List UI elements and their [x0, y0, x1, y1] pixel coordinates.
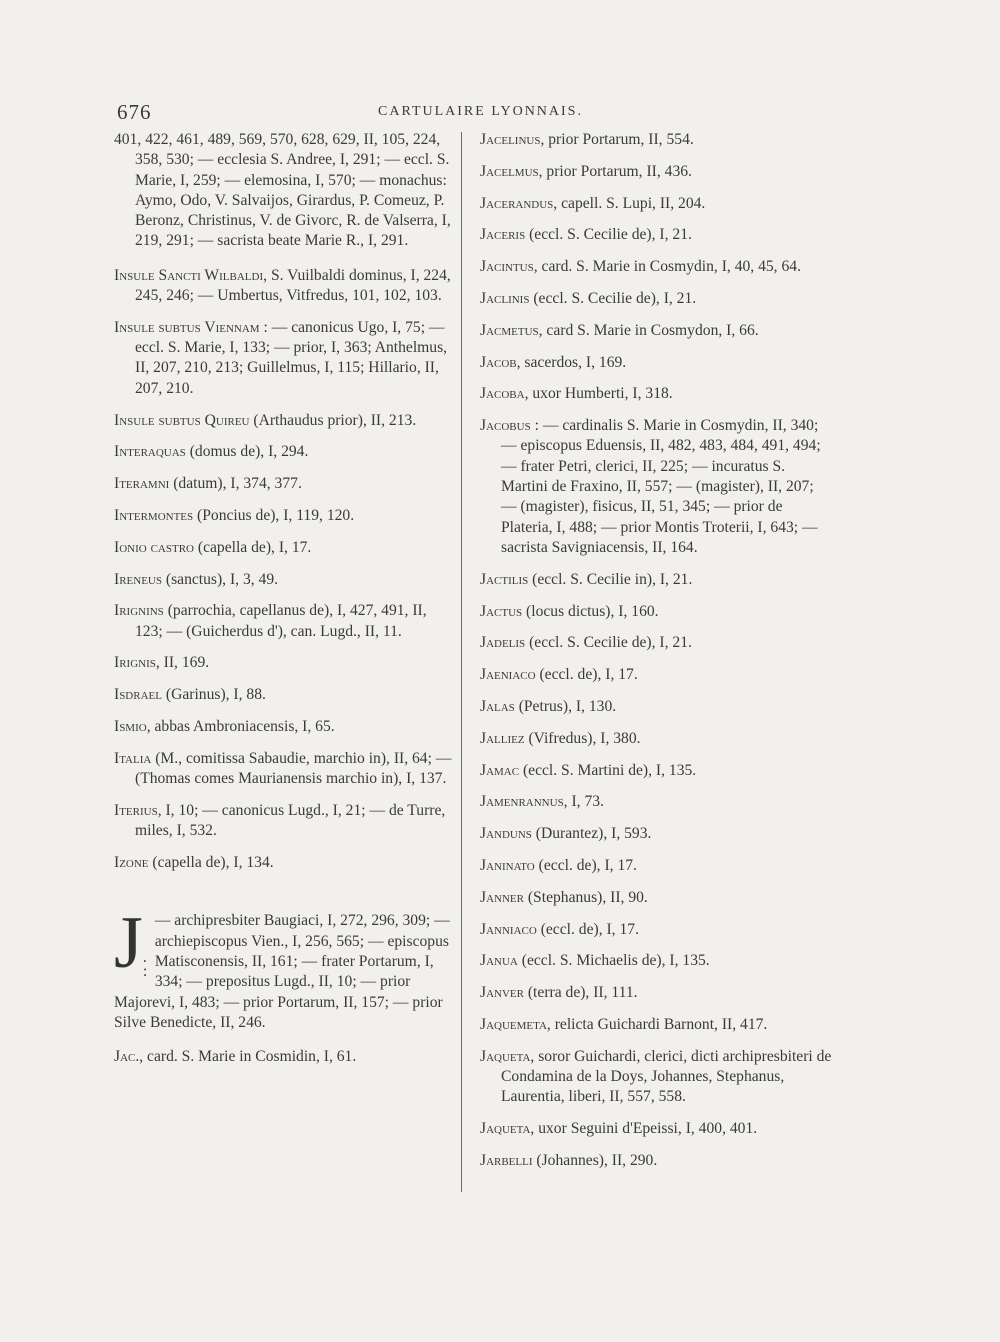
- entry-headword: Janniaco: [480, 920, 537, 938]
- index-entry: [480, 289, 832, 309]
- index-entry: [114, 853, 454, 873]
- entry-text: (eccl. S. Michaelis de), I, 135.: [517, 952, 710, 970]
- index-entry: [114, 1047, 454, 1067]
- entry-headword: Insule Sancti Wilbaldi,: [114, 266, 268, 284]
- entry-text: (capella de), I, 134.: [148, 854, 274, 872]
- entry-text: (eccl. de), I, 17.: [534, 856, 637, 874]
- entry-headword: Janinato: [480, 856, 535, 874]
- entry-text: (locus dictus), I, 160.: [522, 602, 659, 620]
- entry-text: (Johannes), II, 290.: [532, 1151, 658, 1169]
- entry-text: uxor Seguini d'Epeissi, I, 400, 401.: [534, 1120, 758, 1138]
- entry-text: (datum), I, 374, 377.: [169, 475, 302, 493]
- right-column: [480, 130, 832, 1183]
- entry-headword: Jacoba,: [480, 385, 529, 403]
- index-entry: [480, 761, 832, 781]
- j-section-text: — archipresbiter Baugiaci, I, 272, 296, 309; — archiepiscopus Vien., I, 256, 565; — episcopus Matisconensis, II, 161; — frater Portarum, I, 334; — prepositus Lugd., II, 10; — prior Majorevi, I, 483; — prior Portarum, II, 157; — prior Silve Benedicte, II, 246.: [114, 912, 450, 1031]
- index-entry: [480, 602, 832, 622]
- entry-text: (domus de), I, 294.: [185, 443, 309, 461]
- index-entry: [114, 474, 454, 494]
- entry-text: (terra de), II, 111.: [523, 984, 638, 1002]
- index-entry: [114, 653, 454, 673]
- index-entry: [480, 1151, 832, 1171]
- entry-headword: Jacerandus,: [480, 194, 558, 212]
- entry-headword: Jaeniaco: [480, 666, 536, 684]
- entry-text: S. Vuilbaldi dominus, I, 224, 245, 246; — Umbertus, Vitfredus, 101, 102, 103.: [135, 266, 451, 305]
- entry-headword: Jactus: [480, 602, 523, 620]
- entry-headword: Isdrael: [114, 686, 162, 704]
- index-entry: [114, 318, 454, 399]
- page-number: 676: [117, 100, 152, 124]
- entry-headword: Jalliez: [480, 729, 525, 747]
- index-entry: [480, 920, 832, 940]
- index-entry: [114, 266, 454, 307]
- entry-headword: Jamenrannus,: [480, 793, 568, 811]
- index-entry: [480, 194, 832, 214]
- index-entry: [114, 717, 454, 737]
- entry-text: (eccl. de), I, 17.: [536, 920, 639, 938]
- entry-text: (eccl. S. Cecilie de), I, 21.: [529, 289, 697, 307]
- entry-headword: Janver: [480, 984, 524, 1002]
- entry-text: (Vifredus), I, 380.: [524, 729, 641, 747]
- index-entry: [114, 801, 454, 842]
- entry-headword: Irignis,: [114, 654, 160, 672]
- entry-headword: Jacob,: [480, 353, 521, 371]
- entry-text: card S. Marie in Cosmydon, I, 66.: [542, 321, 759, 339]
- entry-text: (M., comitissa Sabaudie, marchio in), II, 64; — (Thomas comes Maurianensis marchio in), I, 137.: [135, 749, 452, 788]
- index-entry: [480, 951, 832, 971]
- j-section: J . : — archipresbiter Baugiaci, I, 272, 296, 309; — archiepiscopus Vien., I, 256, 565; — episcopus Matisconensis, II, 161; — frater Portarum, I, 334; — prepositus Lugd., II, 10; — prior Majorevi, I, 483; — prior Portarum, II, 157; — prior Silve Benedicte, II, 246.: [114, 902, 450, 1031]
- entry-headword: Ireneus: [114, 570, 162, 588]
- index-entry: [114, 411, 454, 431]
- index-entry: [480, 888, 832, 908]
- entry-text: (eccl. S. Cecilie de), I, 21.: [525, 634, 692, 652]
- index-entry: [114, 506, 454, 526]
- entry-headword: Jamac: [480, 761, 520, 779]
- index-entry: [114, 130, 454, 252]
- entry-text: prior Portarum, II, 554.: [544, 131, 694, 148]
- index-entry: [480, 1015, 832, 1035]
- index-entry: [480, 225, 832, 245]
- entry-text: (parrochia, capellanus de), I, 427, 491, II, 123; — (Guicherdus d'), can. Lugd., II, 11.: [135, 602, 427, 640]
- left-column: [114, 130, 454, 1079]
- index-entry: [480, 257, 832, 277]
- entry-headword: Izone: [114, 854, 149, 872]
- entry-headword: Ionio castro: [114, 538, 194, 556]
- index-entry: [480, 1047, 832, 1108]
- entry-text: (eccl. de), I, 17.: [535, 666, 638, 684]
- entry-headword: Jaquemeta,: [480, 1015, 551, 1033]
- entry-headword: Jaclinis: [480, 289, 530, 307]
- entry-headword: Insule subtus Quireu: [114, 411, 250, 429]
- entry-headword: Iteramni: [114, 475, 170, 493]
- index-entry: [480, 570, 832, 590]
- entry-headword: Jalas: [480, 697, 515, 715]
- left-entry-list: [114, 130, 454, 873]
- index-entry: [480, 321, 832, 341]
- entry-text: (Petrus), I, 130.: [514, 697, 617, 715]
- entry-headword: Jaceris: [480, 226, 526, 244]
- index-entry: [114, 570, 454, 590]
- entry-headword: Jacelinus,: [480, 131, 545, 148]
- entry-headword: Jacobus: [480, 417, 531, 435]
- index-entry: [480, 633, 832, 653]
- entry-headword: Janduns: [480, 825, 532, 843]
- entry-text: : — cardinalis S. Marie in Cosmydin, II, 340; — episcopus Eduensis, II, 482, 483, 484, 491, 494; — frater Petri, clerici, II, 225; — incuratus S. Martini de Fraxino, II, 557; — (magister), II, 207; — (magister), fisicus, II, 51, 345; — prior de Plateria, I, 488; — prior Montis Troterii, I, 643; — sacrista Savigniacensis, II, 164.: [501, 417, 821, 556]
- entry-text: relicta Guichardi Barnont, II, 417.: [550, 1015, 768, 1033]
- entry-text: (Arthaudus prior), II, 213.: [249, 411, 417, 429]
- entry-text: soror Guichardi, clerici, dicti archipresbiteri de Condamina de la Doys, Johannes, Stephanus, Laurentia, liberi, II, 557, 558.: [501, 1047, 832, 1106]
- entry-headword: Jarbelli: [480, 1151, 533, 1169]
- entry-text: I, 73.: [567, 793, 604, 811]
- entry-headword: Jacintus,: [480, 258, 538, 276]
- entry-headword: Irignins: [114, 602, 164, 620]
- entry-headword: Jacelmus,: [480, 162, 543, 180]
- index-entry: [480, 792, 832, 812]
- entry-headword: Iterius,: [114, 801, 162, 819]
- entry-text: (sanctus), I, 3, 49.: [161, 570, 279, 588]
- index-entry: [480, 384, 832, 404]
- j-initial-letter: J: [114, 902, 143, 985]
- index-entry: [480, 353, 832, 373]
- index-entry: [114, 442, 454, 462]
- entry-text: uxor Humberti, I, 318.: [528, 385, 673, 403]
- entry-text: card. S. Marie in Cosmydin, I, 40, 45, 64.: [537, 258, 801, 276]
- index-entry: [480, 697, 832, 717]
- index-entry: [114, 601, 454, 642]
- entry-text: sacerdos, I, 169.: [520, 353, 627, 371]
- entry-headword: Jacmetus,: [480, 321, 543, 339]
- entry-headword: Italia: [114, 749, 152, 767]
- entry-headword: Janua: [480, 952, 518, 970]
- index-entry: [480, 1119, 832, 1139]
- index-entry: [480, 856, 832, 876]
- entry-headword: Jadelis: [480, 634, 526, 652]
- entry-text: (Poncius de), I, 119, 120.: [193, 506, 355, 524]
- index-entry: [114, 749, 454, 790]
- left-after-list: [114, 1047, 454, 1067]
- right-entry-list: [480, 130, 832, 1171]
- entry-headword: Interaquas: [114, 443, 186, 461]
- index-entry: [480, 824, 832, 844]
- entry-text: abbas Ambroniacensis, I, 65.: [150, 718, 335, 736]
- entry-headword: Insule subtus Viennam: [114, 318, 260, 336]
- entry-headword: Intermontes: [114, 506, 194, 524]
- entry-text: prior Portarum, II, 436.: [542, 162, 692, 180]
- entry-text: (eccl. S. Martini de), I, 135.: [519, 761, 697, 779]
- entry-headword: Jaqueta,: [480, 1047, 535, 1065]
- index-entry: [480, 130, 832, 150]
- entry-headword: Jaqueta,: [480, 1120, 535, 1138]
- entry-text: 401, 422, 461, 489, 569, 570, 628, 629, II, 105, 224, 358, 530; — ecclesia S. Andree, I, 291; — eccl. S. Marie, I, 259; — elemosina, I, 570; — monachus: Aymo, Odo, V. Salvaijos, Girardus, P. Comeuz, P. Beronz, Christinus, V. de Givorc, R. de Valserra, I, 219, 291; — sacrista beate Marie R., I, 291.: [114, 131, 451, 250]
- entry-text: (eccl. S. Cecilie de), I, 21.: [525, 226, 692, 244]
- entry-headword: Jac.,: [114, 1048, 144, 1066]
- index-entry: [480, 729, 832, 749]
- index-entry: [114, 685, 454, 705]
- entry-text: I, 10; — canonicus Lugd., I, 21; — de Turre, miles, I, 532.: [135, 801, 446, 840]
- entry-text: II, 169.: [159, 654, 210, 672]
- entry-text: card. S. Marie in Cosmidin, I, 61.: [143, 1048, 357, 1066]
- running-title: CARTULAIRE LYONNAIS.: [378, 104, 583, 119]
- entry-text: capell. S. Lupi, II, 204.: [557, 194, 706, 212]
- entry-headword: Jactilis: [480, 570, 529, 588]
- entry-headword: Ismio,: [114, 718, 151, 736]
- index-entry: [480, 665, 832, 685]
- entry-headword: Janner: [480, 888, 524, 906]
- entry-text: (Durantez), I, 593.: [531, 825, 652, 843]
- entry-text: (capella de), I, 17.: [193, 538, 312, 556]
- index-entry: [480, 416, 832, 558]
- column-divider: [461, 132, 462, 1192]
- index-entry: [480, 983, 832, 1003]
- entry-text: (eccl. S. Cecilie in), I, 21.: [528, 570, 693, 588]
- entry-text: (Garinus), I, 88.: [161, 686, 266, 704]
- entry-text: : — canonicus Ugo, I, 75; — eccl. S. Marie, I, 133; — prior, I, 363; Anthelmus, II, 207, 210, 213; Guillelmus, I, 115; Hillario, II, 207, 210.: [135, 318, 448, 397]
- index-entry: [114, 538, 454, 558]
- entry-text: (Stephanus), II, 90.: [523, 888, 648, 906]
- index-entry: [480, 162, 832, 182]
